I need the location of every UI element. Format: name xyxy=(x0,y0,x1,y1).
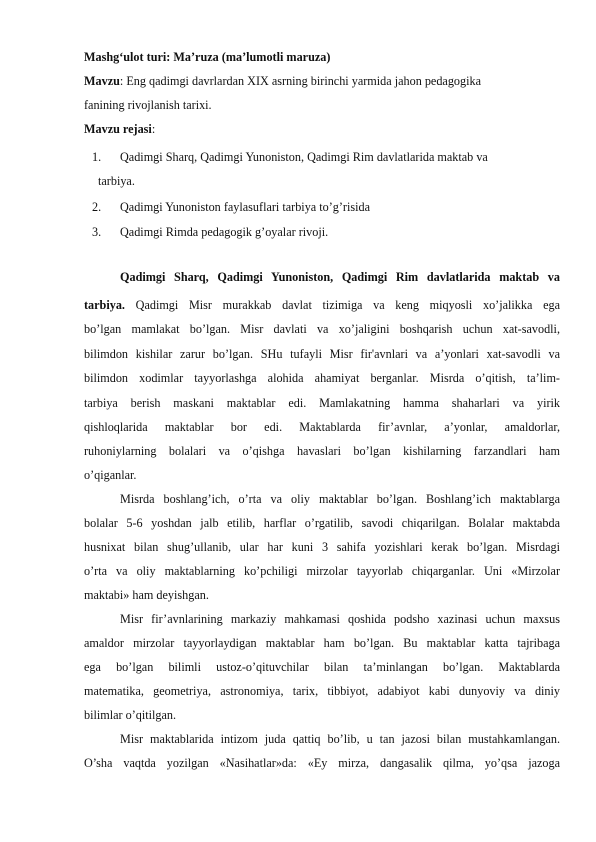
paragraph-1-line: tarbiya berish maskani maktablar edi. Mamlakatning hamma shaharlari va yirik xyxy=(84,396,560,410)
plan-item-text-cont: tarbiya. xyxy=(98,174,135,188)
paragraph-3-line: matematika, geometriya, astronomiya, tarix, tibbiyot, adabiyot kabi dunyoviy va diniy xyxy=(84,684,560,698)
topic-label: Mavzu xyxy=(84,74,120,88)
plan-item-text: Qadimgi Sharq, Qadimgi Yunoniston, Qadimgi Rim davlatlarida maktab va xyxy=(120,150,488,164)
paragraph-1-last-line: o’qiganlar. xyxy=(84,468,137,482)
paragraph-3-last-line: bilimlar o’qitilgan. xyxy=(84,708,177,722)
paragraph-2-last-line: maktabi» ham deyishgan. xyxy=(84,588,209,602)
paragraph-1-line: bilimdon kishilar zarur bo’lgan. SHu tufayli Misr fir'avnlari va a’yonlari xat-savodli va xyxy=(84,347,560,361)
paragraph-1-line: qishloqlarida maktablar bor edi. Maktablarda fir’avnlar, a’yonlar, amaldorlar, xyxy=(84,420,560,434)
plan-item-number: 1. xyxy=(92,150,102,164)
paragraph-1-line: bo’lgan mamlakat bo’lgan. Misr davlati va xo’jaligini boshqarish uchun xat-savodli, xyxy=(84,322,560,336)
topic-line-1 xyxy=(84,74,481,89)
paragraph-2-line: Misrda boshlang’ich, o’rta va oliy maktablar bo’lgan. Boshlang’ich maktablarga xyxy=(120,492,560,506)
session-type-value: Ma’ruza (ma’lumotli maruza) xyxy=(170,50,331,64)
paragraph-3-line: ega bo’lgan bilimli ustoz-o’qituvchilar bilan ta’minlangan bo’lgan. Maktablarda xyxy=(84,660,560,674)
plan-item-text: Qadimgi Rimda pedagogik g’oyalar rivoji. xyxy=(120,225,329,239)
paragraph-4-line: Misr maktablarida intizom juda qattiq bo’lib, u tan jazosi bilan mustahkamlangan. xyxy=(120,732,560,746)
paragraph-4-line: O’sha vaqtda yozilgan «Nasihatlar»da: «Ey mirza, dangasalik qilma, yo’qsa jazoga xyxy=(84,756,560,770)
topic-line-2: fanining rivojlanish tarixi. xyxy=(84,98,212,112)
plan-item-number: 3. xyxy=(92,225,102,239)
paragraph-3-line: Misr fir’avnlarining markaziy mahkamasi qoshida podsho xazinasi uchun maxsus xyxy=(120,612,560,626)
paragraph-1-line: bilimdon xodimlar tayyorlashga alohida ahamiyat berganlar. Misrda o’qitish, ta’lim- xyxy=(84,371,560,385)
paragraph-1-line-1: tarbiya. Qadimgi Misr murakkab davlat tizimiga va keng miqyosli xo’jalikka ega xyxy=(84,298,560,312)
plan-label: Mavzu rejasi xyxy=(84,122,152,136)
topic-value-1: : Eng qadimgi davrlardan XIX asrning birinchi yarmida jahon pedagogika xyxy=(119,74,482,88)
paragraph-2-line: bolalar 5-6 yoshdan jalb etilib, harflar o’rgatilib, savodi chiqarilgan. Bolalar maktabda xyxy=(84,516,560,530)
paragraph-3-line: amaldor mirzolar tayyorlaydigan maktablar ham bo’lgan. Bu maktablar katta tajribaga xyxy=(84,636,560,650)
paragraph-2-line: husnixat bilan shug’ullanib, ular har kuni 3 sahifa yozishlari kerak bo’lgan. Misrdagi xyxy=(84,540,560,554)
section-heading-cont: tarbiya. xyxy=(84,298,125,312)
section-heading: Qadimgi Sharq, Qadimgi Yunoniston, Qadimgi Rim davlatlarida maktab va xyxy=(120,270,560,284)
session-type-line xyxy=(84,50,330,65)
paragraph-2-line: o’rta va oliy maktablarning ko’pchiligi mirzolar tayyorlab chiqarganlar. Uni «Mirzolar xyxy=(84,564,560,578)
plan-colon: : xyxy=(151,122,156,136)
plan-item-text: Qadimgi Yunoniston faylasuflari tarbiya to’g’risida xyxy=(120,200,371,214)
plan-heading xyxy=(84,122,155,137)
session-type-label: Mashg‘ulot turi: xyxy=(84,50,171,64)
paragraph-1-line: ruhoniylarning bolalari va o’qishga havaslari bo’lgan kishilarning farzandlari ham xyxy=(84,444,560,458)
plan-item-number: 2. xyxy=(92,200,102,214)
